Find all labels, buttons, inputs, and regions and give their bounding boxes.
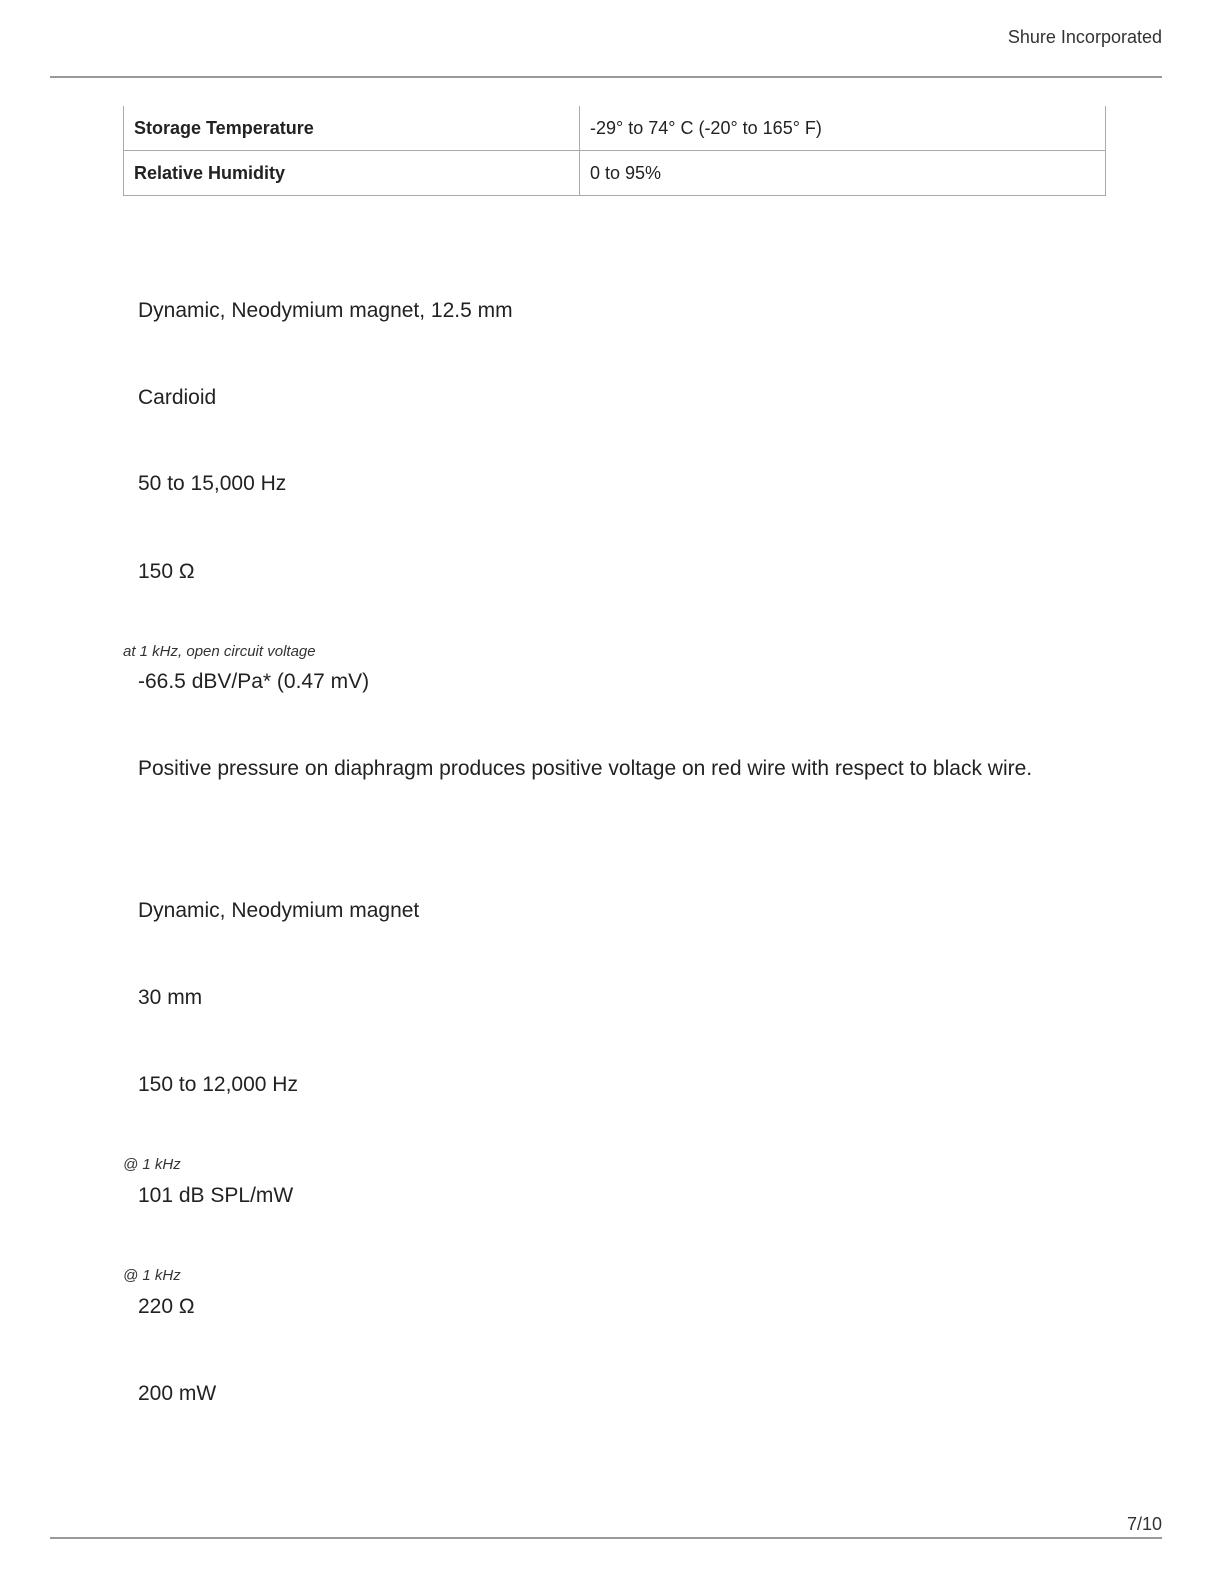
headphone-max-input-power: 200 mW <box>138 1382 217 1405</box>
storage-temperature-value: -29° to 74° C (-20° to 165° F) <box>580 106 1106 151</box>
headphone-frequency-response: 150 to 12,000 Hz <box>138 1073 298 1096</box>
mic-polarity: Positive pressure on diaphragm produces positive voltage on red wire with respect to black wire. <box>138 757 1033 780</box>
headphone-transducer-type: Dynamic, Neodymium magnet <box>138 899 420 922</box>
storage-temperature-label: Storage Temperature <box>124 106 580 151</box>
mic-sensitivity-note: at 1 kHz, open circuit voltage <box>123 643 316 660</box>
mic-sensitivity: -66.5 dBV/Pa* (0.47 mV) <box>138 670 370 693</box>
mic-frequency-response: 50 to 15,000 Hz <box>138 472 287 495</box>
table-row <box>124 106 1106 151</box>
relative-humidity-value: 0 to 95% <box>580 151 1106 196</box>
headphone-impedance-note: @ 1 kHz <box>123 1267 181 1284</box>
relative-humidity-label: Relative Humidity <box>124 151 580 196</box>
table-row <box>124 151 1106 196</box>
mic-transducer-type: Dynamic, Neodymium magnet, 12.5 mm <box>138 299 513 322</box>
headphone-driver-size: 30 mm <box>138 986 203 1009</box>
mic-polar-pattern: Cardioid <box>138 386 217 409</box>
headphone-sensitivity: 101 dB SPL/mW <box>138 1184 294 1207</box>
environment-spec-table <box>123 106 1106 196</box>
mic-output-impedance: 150 Ω <box>138 560 195 583</box>
page-number: 7/10 <box>1126 1514 1162 1534</box>
header-divider <box>50 76 1162 78</box>
footer-divider <box>50 1537 1162 1539</box>
header-company-name: Shure Incorporated <box>1007 27 1162 47</box>
headphone-impedance: 220 Ω <box>138 1295 195 1318</box>
headphone-sensitivity-note: @ 1 kHz <box>123 1156 181 1173</box>
